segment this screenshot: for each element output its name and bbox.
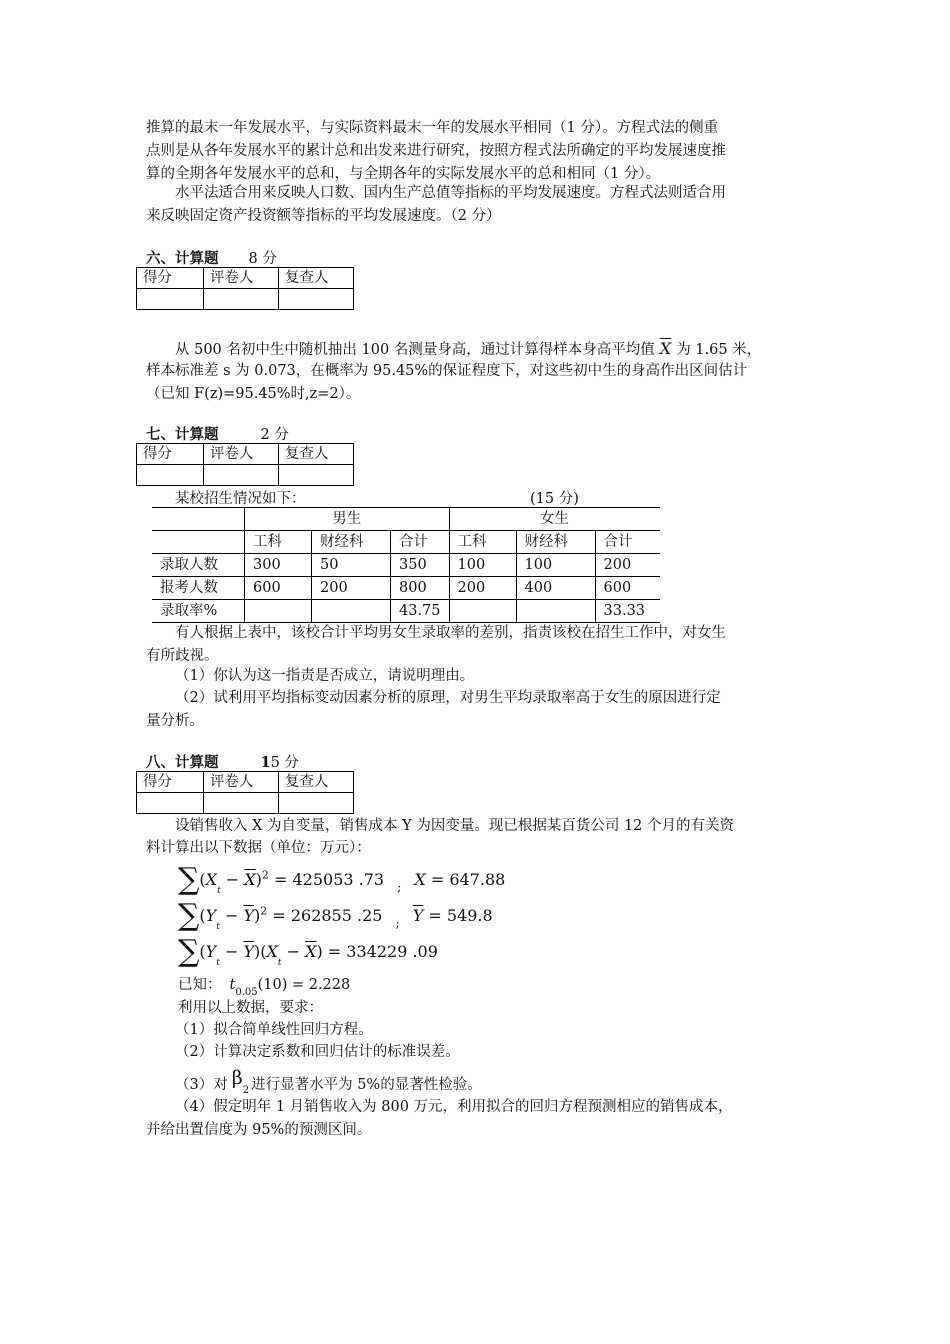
admission-male-header: 男生 xyxy=(245,508,450,531)
sigma-icon: ∑ xyxy=(178,934,200,969)
row-label: 录取人数 xyxy=(152,554,245,577)
use-line: 利用以上数据，要求： xyxy=(178,1000,323,1016)
section-8-heading xyxy=(146,751,299,772)
section-6-heading xyxy=(146,247,277,268)
score-cell xyxy=(137,465,204,486)
section-7-q1: （1）你认为这一指责是否成立，请说明理由。 xyxy=(175,668,475,684)
score-cell xyxy=(204,289,279,310)
known-label: 已知： xyxy=(178,977,222,993)
equation-3: $\sum(Y_t - \overline{Y})(X_t - \overline{X}) = 334229$ .09 xyxy=(178,934,438,969)
table-cell: 100 xyxy=(516,554,595,577)
section-8-points-digit: 1 xyxy=(260,754,271,771)
section-8-score-table xyxy=(136,771,354,814)
section-7-lead-points: (15 分) xyxy=(530,491,579,507)
known-value: (10) = 2.228 xyxy=(257,977,351,993)
table-cell: 800 xyxy=(391,577,450,600)
table-cell: 200 xyxy=(595,554,660,577)
section-7-q2-line-1: （2）试利用平均指标变动因素分析的原理，对男生平均录取率高于女生的原因进行定 xyxy=(175,690,721,706)
equation-2-mean: = 549.8 xyxy=(428,906,493,925)
score-header-score: 得分 xyxy=(137,444,204,465)
section-7-heading xyxy=(146,423,289,444)
requirement-2: （2）计算决定系数和回归估计的标准误差。 xyxy=(175,1044,460,1060)
section-6-question-line-1 xyxy=(146,338,808,361)
table-row xyxy=(152,577,660,600)
table-cell: 600 xyxy=(595,577,660,600)
table-cell: 43.75 xyxy=(391,600,450,623)
admission-corner xyxy=(152,508,245,531)
score-cell xyxy=(279,793,354,814)
section-7-lead: 某校招生情况如下： xyxy=(175,491,306,507)
sigma-icon: ∑ xyxy=(178,898,200,933)
table-row xyxy=(152,554,660,577)
section-6-question-line-2: 样本标准差 s 为 0.073，在概率为 95.45%的保证程度下，对这些初中生的身高作出区间估计 xyxy=(146,363,748,379)
section-6-points: 8 分 xyxy=(248,251,277,267)
score-header-score: 得分 xyxy=(137,268,204,289)
row-label: 报考人数 xyxy=(152,577,245,600)
table-cell: 300 xyxy=(245,554,312,577)
section-7-title: 七、计算题 xyxy=(146,426,219,443)
requirement-3-a: （3）对 xyxy=(175,1077,228,1093)
table-cell xyxy=(245,600,312,623)
section-7-q2-line-2: 量分析。 xyxy=(146,713,204,729)
table-cell: 200 xyxy=(449,577,516,600)
col-header: 财经科 xyxy=(312,531,391,554)
table-cell xyxy=(449,600,516,623)
section-6-score-table xyxy=(136,267,354,310)
equation-1-mean: = 647.88 xyxy=(430,870,506,889)
table-row xyxy=(152,600,660,623)
col-header: 财经科 xyxy=(516,531,595,554)
equation-2-value: = 262855 .25 xyxy=(272,906,383,925)
score-cell xyxy=(204,465,279,486)
intro-para2-line2: 来反映固定资产投资额等指标的平均发展速度。（2 分） xyxy=(146,208,501,224)
section-7-para-line-1: 有人根据上表中，该校合计平均男女生录取率的差别，指责该校在招生工作中，对女生 xyxy=(175,625,726,641)
table-cell: 600 xyxy=(245,577,312,600)
score-cell xyxy=(279,465,354,486)
section-8-points-rest: 5 分 xyxy=(270,755,299,771)
q6-text-a: 从 500 名初中生中随机抽出 100 名测量身高，通过计算得样本身高平均值 xyxy=(175,342,655,358)
q6-text-b: 为 1.65 米， xyxy=(676,342,762,358)
equation-1: $\sum(X_t - \overline{X})^2 = 425053$ .73 $_;$ X = 647.88 xyxy=(178,862,506,897)
table-cell: 33.33 xyxy=(595,600,660,623)
requirement-4-line-1: （4）假定明年 1 月销售收入为 800 万元，利用拟合的回归方程预测相应的销售成本， xyxy=(175,1099,733,1115)
section-7-score-table xyxy=(136,443,354,486)
equation-3-value: = 334229 .09 xyxy=(327,942,438,961)
score-header-score: 得分 xyxy=(137,772,204,793)
table-cell: 100 xyxy=(449,554,516,577)
col-header: 工科 xyxy=(449,531,516,554)
beta-symbol: β xyxy=(231,1067,243,1089)
table-cell: 400 xyxy=(516,577,595,600)
admission-female-header: 女生 xyxy=(449,508,660,531)
table-cell: 50 xyxy=(312,554,391,577)
admission-corner xyxy=(152,531,245,554)
col-header: 合计 xyxy=(391,531,450,554)
intro-line-2: 点则是从各年发展水平的累计总和出发来进行研究，按照方程式法所确定的平均发展速度推 xyxy=(146,143,726,159)
known-line: 已知： $t_{0.05}(10) = 2.228$ xyxy=(178,977,351,998)
score-header-reviewer: 复查人 xyxy=(279,772,354,793)
score-cell xyxy=(279,289,354,310)
intro-line-1: 推算的最末一年发展水平，与实际资料最末一年的发展水平相同（1 分）。方程式法的侧重 xyxy=(146,120,719,136)
table-cell xyxy=(516,600,595,623)
equation-2: $\sum(Y_t - \overline{Y})^2 = 262855$ .25 $_;$ $\overline{Y} = 549.8$ xyxy=(178,898,493,933)
score-cell xyxy=(204,793,279,814)
score-header-reviewer: 复查人 xyxy=(279,444,354,465)
section-7-points: 2 分 xyxy=(260,427,289,443)
sigma-icon: ∑ xyxy=(178,862,200,897)
score-cell xyxy=(137,289,204,310)
section-8-para-line-1: 设销售收入 X 为自变量，销售成本 Y 为因变量。现已根据某百货公司 12 个月的有关资 xyxy=(175,818,734,834)
section-6-title: 六、计算题 xyxy=(146,250,219,267)
table-cell: 200 xyxy=(312,577,391,600)
score-cell xyxy=(137,793,204,814)
score-header-grader: 评卷人 xyxy=(204,444,279,465)
requirement-4-line-2: 并给出置信度为 95%的预测区间。 xyxy=(146,1122,372,1138)
section-8-title: 八、计算题 xyxy=(146,754,219,771)
q6-xbar: $\overline{X}$ xyxy=(659,339,672,358)
score-header-reviewer: 复查人 xyxy=(279,268,354,289)
table-cell xyxy=(312,600,391,623)
equation-1-value: = 425053 .73 xyxy=(274,870,385,889)
section-7-para-line-2: 有所歧视。 xyxy=(146,648,219,664)
row-label: 录取率% xyxy=(152,600,245,623)
col-header: 工科 xyxy=(245,531,312,554)
intro-line-3: 算的全期各年发展水平的总和，与全期各年的实际发展水平的总和相同（1 分）。 xyxy=(146,166,661,182)
score-header-grader: 评卷人 xyxy=(204,772,279,793)
section-8-para-line-2: 料计算出以下数据（单位：万元）： xyxy=(146,840,371,856)
admission-table xyxy=(152,507,660,623)
requirement-3: （3）对 $\beta_2$ 进行显著水平为 5%的显著性检验。 xyxy=(175,1067,482,1096)
requirement-1: （1）拟合简单线性回归方程。 xyxy=(175,1022,373,1038)
col-header: 合计 xyxy=(595,531,660,554)
section-6-question-line-3: （已知 F(z)=95.45%时,z=2）。 xyxy=(146,386,361,402)
requirement-3-b: 进行显著水平为 5%的显著性检验。 xyxy=(251,1077,482,1093)
score-header-grader: 评卷人 xyxy=(204,268,279,289)
table-cell: 350 xyxy=(391,554,450,577)
intro-para2-line1: 水平法适合用来反映人口数、国内生产总值等指标的平均发展速度。方程式法则适合用 xyxy=(175,185,726,201)
